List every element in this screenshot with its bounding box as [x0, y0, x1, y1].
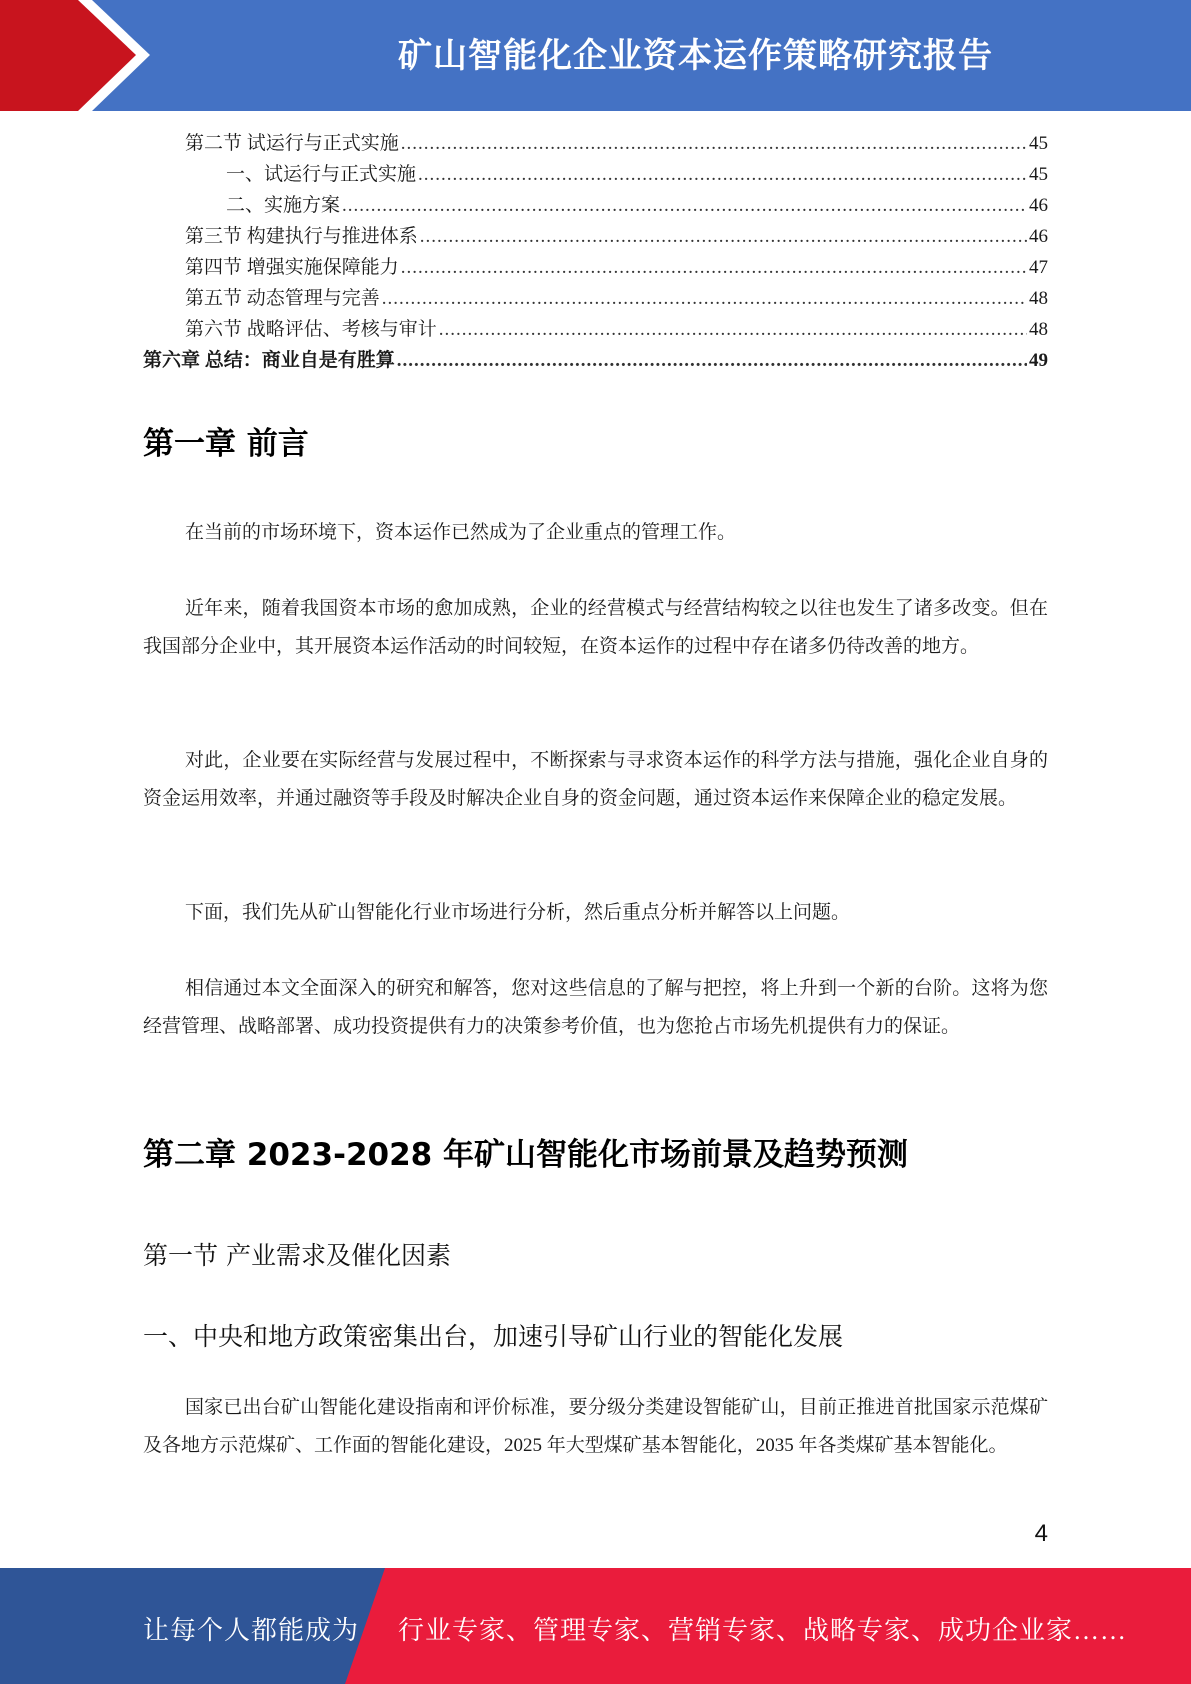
footer-banner: [0, 1568, 1191, 1684]
toc-entry-page: 47: [1029, 257, 1048, 278]
toc-entry-title: 二、实施方案: [226, 195, 341, 216]
toc-entry-title: 第四节 增强实施保障能力: [185, 257, 399, 278]
toc-leader-dots: [397, 345, 1027, 376]
toc-entry-page: 45: [1029, 133, 1048, 154]
toc-entry-title: 一、试运行与正式实施: [226, 164, 417, 185]
toc-entry[interactable]: [143, 283, 1048, 314]
subsection-heading: 一、中央和地方政策密集出台，加速引导矿山行业的智能化发展: [143, 1322, 844, 1351]
toc-entry-page: 46: [1029, 195, 1048, 216]
toc-leader-dots: [382, 283, 1027, 314]
table-of-contents: [143, 128, 1048, 376]
paragraph: 在当前的市场环境下，资本运作已然成为了企业重点的管理工作。: [185, 522, 737, 543]
paragraph: 近年来，随着我国资本市场的愈加成熟，企业的经营模式与经营结构较之以往也发生了诸多改变。但在我国部分企业中，其开展资本运作活动的时间较短，在资本运作的过程中存在诸多仍待改善的地方。: [143, 598, 1048, 657]
toc-entry-title: 第六节 战略评估、考核与审计: [185, 319, 437, 340]
toc-entry-title: 第五节 动态管理与完善: [185, 288, 380, 309]
paragraph: 国家已出台矿山智能化建设指南和评价标准，要分级分类建设智能矿山，目前正推进首批国家示范煤矿及各地方示范煤矿、工作面的智能化建设，2025 年大型煤矿基本智能化，2035 年各类煤矿基本智能化。: [143, 1397, 1048, 1456]
page-number: 4: [1034, 1520, 1048, 1547]
toc-entry-page: 45: [1029, 164, 1048, 185]
paragraph: 相信通过本文全面深入的研究和解答，您对这些信息的了解与把控，将上升到一个新的台阶。这将为您经营管理、战略部署、成功投资提供有力的决策参考价值，也为您抢占市场先机提供有力的保证。: [143, 978, 1048, 1037]
chapter-2-heading: 第二章 2023-2028 年矿山智能化市场前景及趋势预测: [143, 1137, 909, 1173]
toc-leader-dots: [342, 190, 1027, 221]
toc-entry[interactable]: [143, 221, 1048, 252]
chapter-1-heading: 第一章 前言: [143, 426, 309, 462]
toc-entry-page: 46: [1029, 226, 1048, 247]
toc-entry-title: 第六章 总结：商业自是有胜算: [143, 350, 395, 371]
toc-entry-page: 49: [1029, 350, 1048, 371]
toc-leader-dots: [418, 159, 1027, 190]
toc-entry-chapter[interactable]: [143, 345, 1048, 376]
toc-leader-dots: [401, 128, 1027, 159]
toc-entry[interactable]: [143, 314, 1048, 345]
report-title: 矿山智能化企业资本运作策略研究报告: [398, 36, 993, 76]
toc-entry-page: 48: [1029, 319, 1048, 340]
section-heading: 第一节 产业需求及催化因素: [143, 1241, 451, 1270]
toc-leader-dots: [401, 252, 1027, 283]
paragraph: 对此，企业要在实际经营与发展过程中，不断探索与寻求资本运作的科学方法与措施，强化企业自身的资金运用效率，并通过融资等手段及时解决企业自身的资金问题，通过资本运作来保障企业的稳定发展。: [143, 750, 1048, 809]
toc-entry[interactable]: [143, 159, 1048, 190]
paragraph: 下面，我们先从矿山智能化行业市场进行分析，然后重点分析并解答以上问题。: [185, 902, 851, 923]
header-banner: [0, 0, 1191, 111]
toc-leader-dots: [439, 314, 1027, 345]
footer-slogan-right: 行业专家、管理专家、营销专家、战略专家、成功企业家……: [398, 1616, 1128, 1645]
footer-slogan-left: 让每个人都能成为: [143, 1616, 360, 1645]
toc-entry[interactable]: [143, 190, 1048, 221]
toc-entry[interactable]: [143, 252, 1048, 283]
toc-entry-page: 48: [1029, 288, 1048, 309]
toc-leader-dots: [420, 221, 1027, 252]
toc-entry[interactable]: [143, 128, 1048, 159]
toc-entry-title: 第三节 构建执行与推进体系: [185, 226, 418, 247]
toc-entry-title: 第二节 试运行与正式实施: [185, 133, 399, 154]
